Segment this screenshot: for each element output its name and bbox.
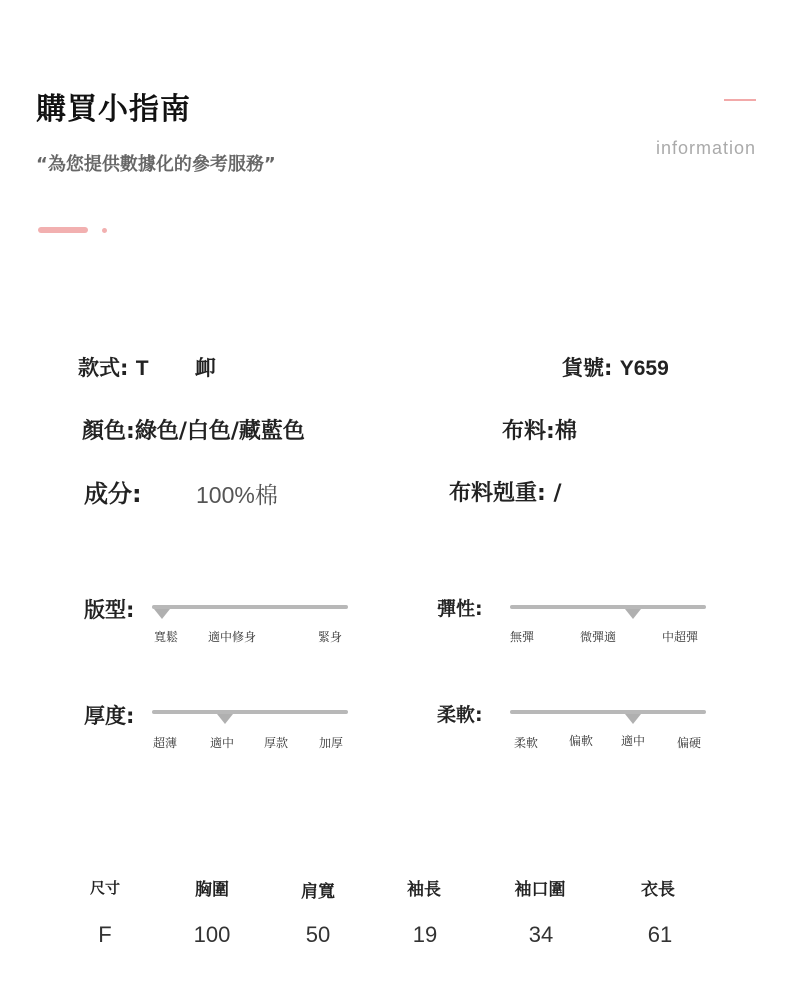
size-table-header: 胸圍 — [195, 880, 229, 900]
fabric-value: 棉 — [554, 419, 577, 444]
size-table-cell: 34 — [528, 922, 554, 947]
fit-scale-track — [152, 605, 348, 609]
elasticity-scale-track — [510, 605, 706, 609]
decorative-dot — [102, 228, 107, 233]
size-table-cell: 100 — [193, 922, 231, 947]
composition-label: 成分: — [84, 480, 142, 508]
thickness-label: 厚度: — [84, 704, 135, 728]
code-value: Y659 — [619, 357, 669, 380]
style-label: 款式: — [78, 356, 129, 380]
thickness-scale-marker — [217, 714, 233, 724]
softness-scale-track — [510, 710, 706, 714]
decorative-line — [724, 99, 756, 101]
size-table-header: 袖口圍 — [514, 880, 566, 900]
size-table-cell: 19 — [412, 922, 438, 947]
size-table-cell: F — [98, 922, 112, 947]
fabric-label: 布料: — [502, 419, 555, 444]
code-label: 貨號: — [562, 356, 613, 380]
size-table-cell: 50 — [305, 922, 331, 947]
elasticity-tick-slight: 微彈適 — [580, 630, 617, 644]
composition-value: 100%棉 — [196, 482, 278, 508]
size-table-header: 尺寸 — [89, 879, 121, 897]
softness-tick-soft: 柔軟 — [514, 736, 539, 750]
color-label: 顏色: — [82, 419, 135, 444]
size-table-header: 肩寬 — [301, 882, 335, 902]
page-title: 購買小指南 — [36, 92, 191, 127]
elasticity-label: 彈性: — [437, 598, 483, 620]
softness-tick-medium: 適中 — [621, 734, 646, 748]
fit-scale-marker — [154, 609, 170, 619]
fit-tick-slim: 緊身 — [318, 630, 343, 644]
spec-item-code — [562, 352, 669, 382]
style-value-suffix: 卹 — [195, 356, 216, 380]
fit-tick-loose: 寬鬆 — [154, 630, 179, 644]
spec-color — [82, 414, 305, 445]
elasticity-tick-high: 中超彈 — [662, 630, 699, 644]
spec-fabric — [502, 414, 577, 445]
fit-label: 版型: — [84, 598, 135, 622]
softness-scale-marker — [625, 714, 641, 724]
color-value: 綠色/白色/藏藍色 — [134, 419, 305, 444]
thickness-tick-medium: 適中 — [210, 736, 235, 750]
softness-tick-firm: 偏硬 — [677, 736, 702, 750]
thickness-tick-extra-thick: 加厚 — [319, 736, 344, 750]
thickness-tick-thick: 厚款 — [264, 736, 289, 750]
size-table-header: 袖長 — [407, 880, 441, 900]
weight-value: / — [553, 481, 562, 506]
elasticity-tick-none: 無彈 — [510, 630, 535, 644]
information-label: information — [655, 138, 756, 158]
style-value: T — [135, 357, 149, 380]
spec-style — [78, 352, 149, 382]
page-subtitle: “為您提供數據化的參考服務” — [36, 154, 276, 175]
size-table-cell: 61 — [647, 922, 673, 947]
thickness-tick-thin: 超薄 — [153, 736, 178, 750]
size-table-header: 衣長 — [641, 880, 675, 900]
elasticity-scale-marker — [625, 609, 641, 619]
fit-tick-regular: 適中修身 — [208, 630, 257, 644]
softness-tick-slightly-soft: 偏軟 — [569, 734, 594, 748]
softness-label: 柔軟: — [437, 704, 483, 726]
thickness-scale-track — [152, 710, 348, 714]
weight-label: 布料剋重: — [449, 481, 546, 506]
decorative-pill — [38, 227, 88, 233]
spec-fabric-weight — [449, 476, 562, 507]
